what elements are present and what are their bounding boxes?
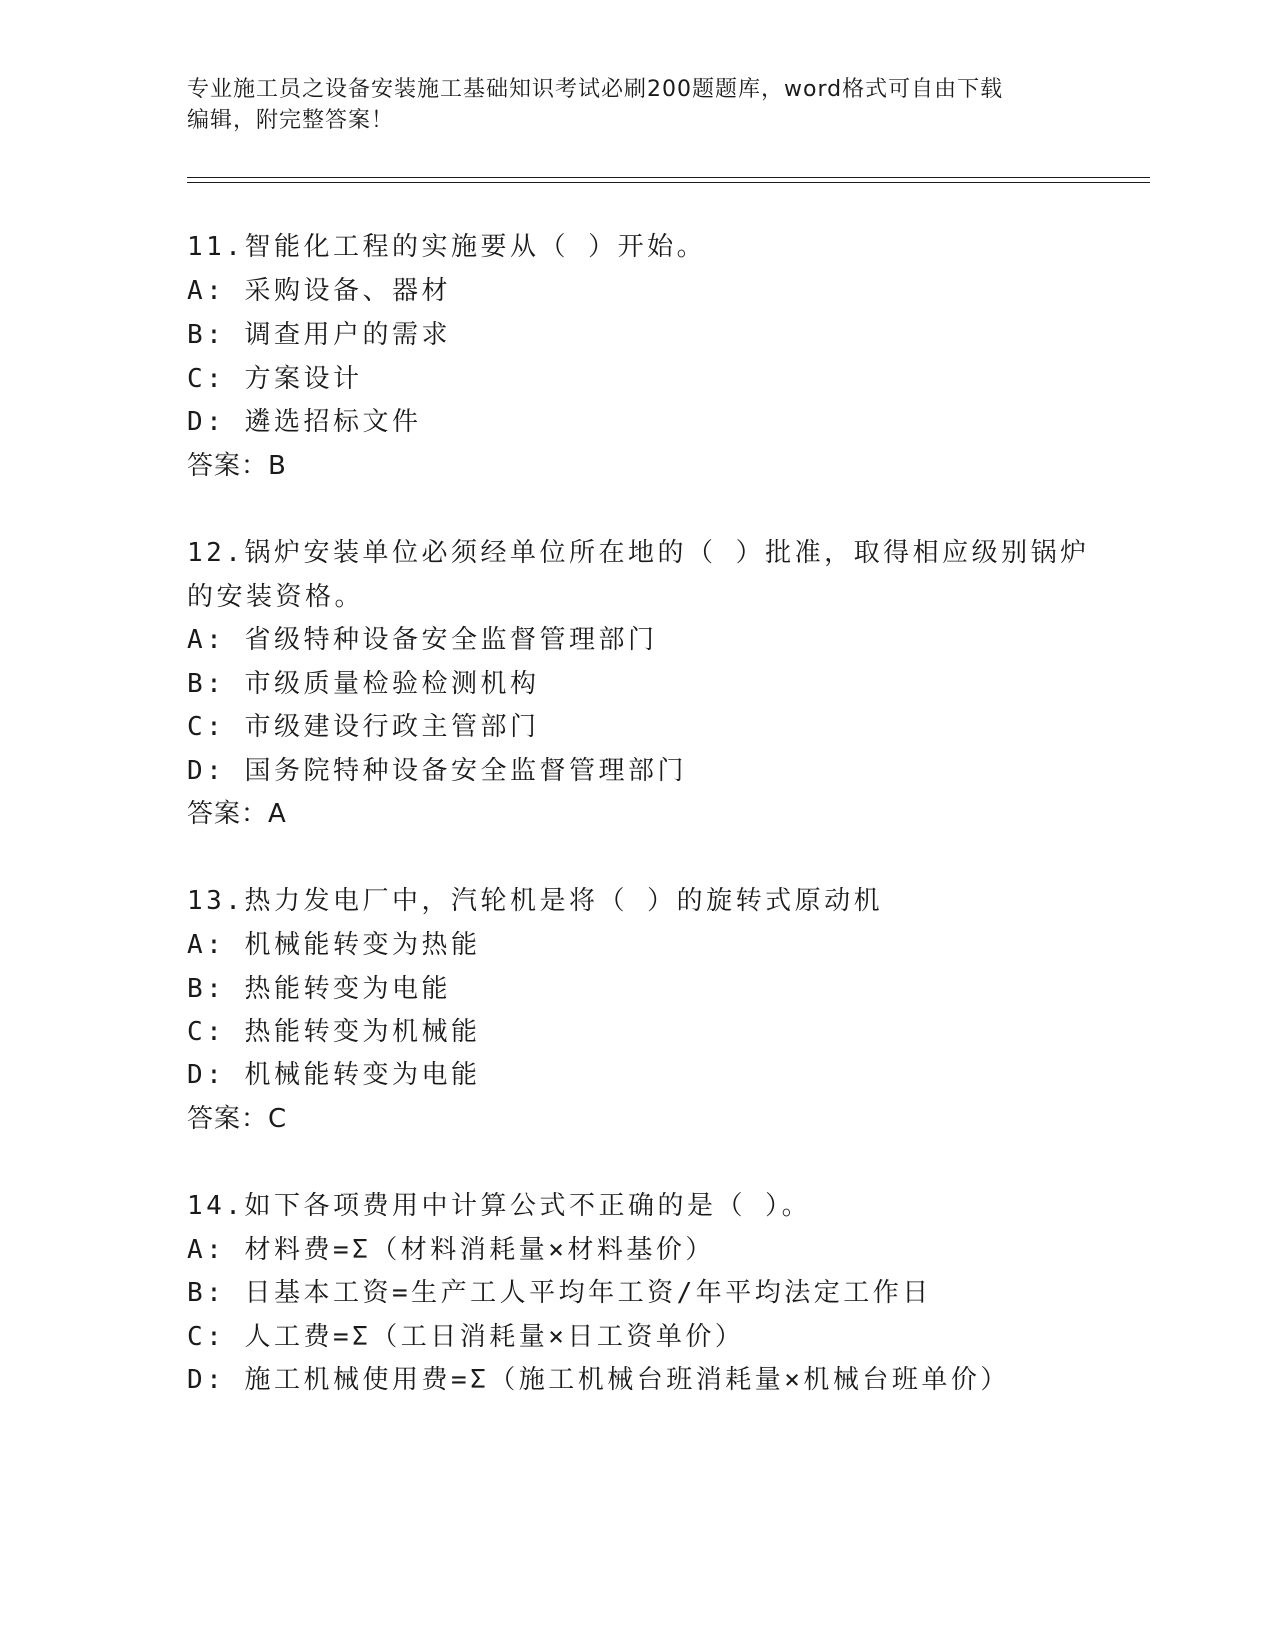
question-11-option-d: D: 遴选招标文件: [187, 407, 422, 437]
question-14-stem: 14.如下各项费用中计算公式不正确的是（ ）。: [187, 1191, 812, 1221]
question-13-option-c: C: 热能转变为机械能: [187, 1017, 481, 1047]
question-14-option-a: A: 材料费=Σ（材料消耗量×材料基价）: [187, 1235, 715, 1265]
header-line-1: 专业施工员之设备安装施工基础知识考试必刷200题题库，word格式可自由下载: [187, 77, 1004, 102]
header-rule-top: [187, 177, 1150, 178]
question-13-option-b: B: 热能转变为电能: [187, 974, 451, 1004]
question-14-option-d: D: 施工机械使用费=Σ（施工机械台班消耗量×机械台班单价）: [187, 1365, 1010, 1395]
question-13-answer: 答案：C: [187, 1104, 288, 1134]
question-11-answer: 答案：B: [187, 451, 287, 481]
question-13-option-a: A: 机械能转变为热能: [187, 930, 481, 960]
question-12-stem-line-2: 的安装资格。: [187, 582, 365, 612]
question-12-option-a: A: 省级特种设备安全监督管理部门: [187, 625, 658, 655]
question-11-option-b: B: 调查用户的需求: [187, 320, 451, 350]
question-11-stem: 11.智能化工程的实施要从（ ）开始。: [187, 232, 707, 262]
header-line-2: 编辑，附完整答案！: [187, 108, 395, 133]
question-12-answer: 答案：A: [187, 799, 287, 829]
question-12-option-d: D: 国务院特种设备安全监督管理部门: [187, 756, 687, 786]
document-header: [187, 74, 1087, 136]
question-13-stem: 13.热力发电厂中，汽轮机是将（ ）的旋转式原动机: [187, 886, 884, 916]
question-13-option-d: D: 机械能转变为电能: [187, 1060, 481, 1090]
question-11-option-c: C: 方案设计: [187, 364, 363, 394]
header-rule-bottom: [187, 182, 1150, 183]
question-14-option-c: C: 人工费=Σ（工日消耗量×日工资单价）: [187, 1322, 745, 1352]
question-14-option-b: B: 日基本工资=生产工人平均年工资/年平均法定工作日: [187, 1278, 932, 1308]
question-12-option-c: C: 市级建设行政主管部门: [187, 712, 540, 742]
question-12-stem-line-1: 12.锅炉安装单位必须经单位所在地的（ ）批准，取得相应级别锅炉: [187, 538, 1090, 568]
question-12-option-b: B: 市级质量检验检测机构: [187, 669, 540, 699]
question-11-option-a: A: 采购设备、器材: [187, 276, 451, 306]
